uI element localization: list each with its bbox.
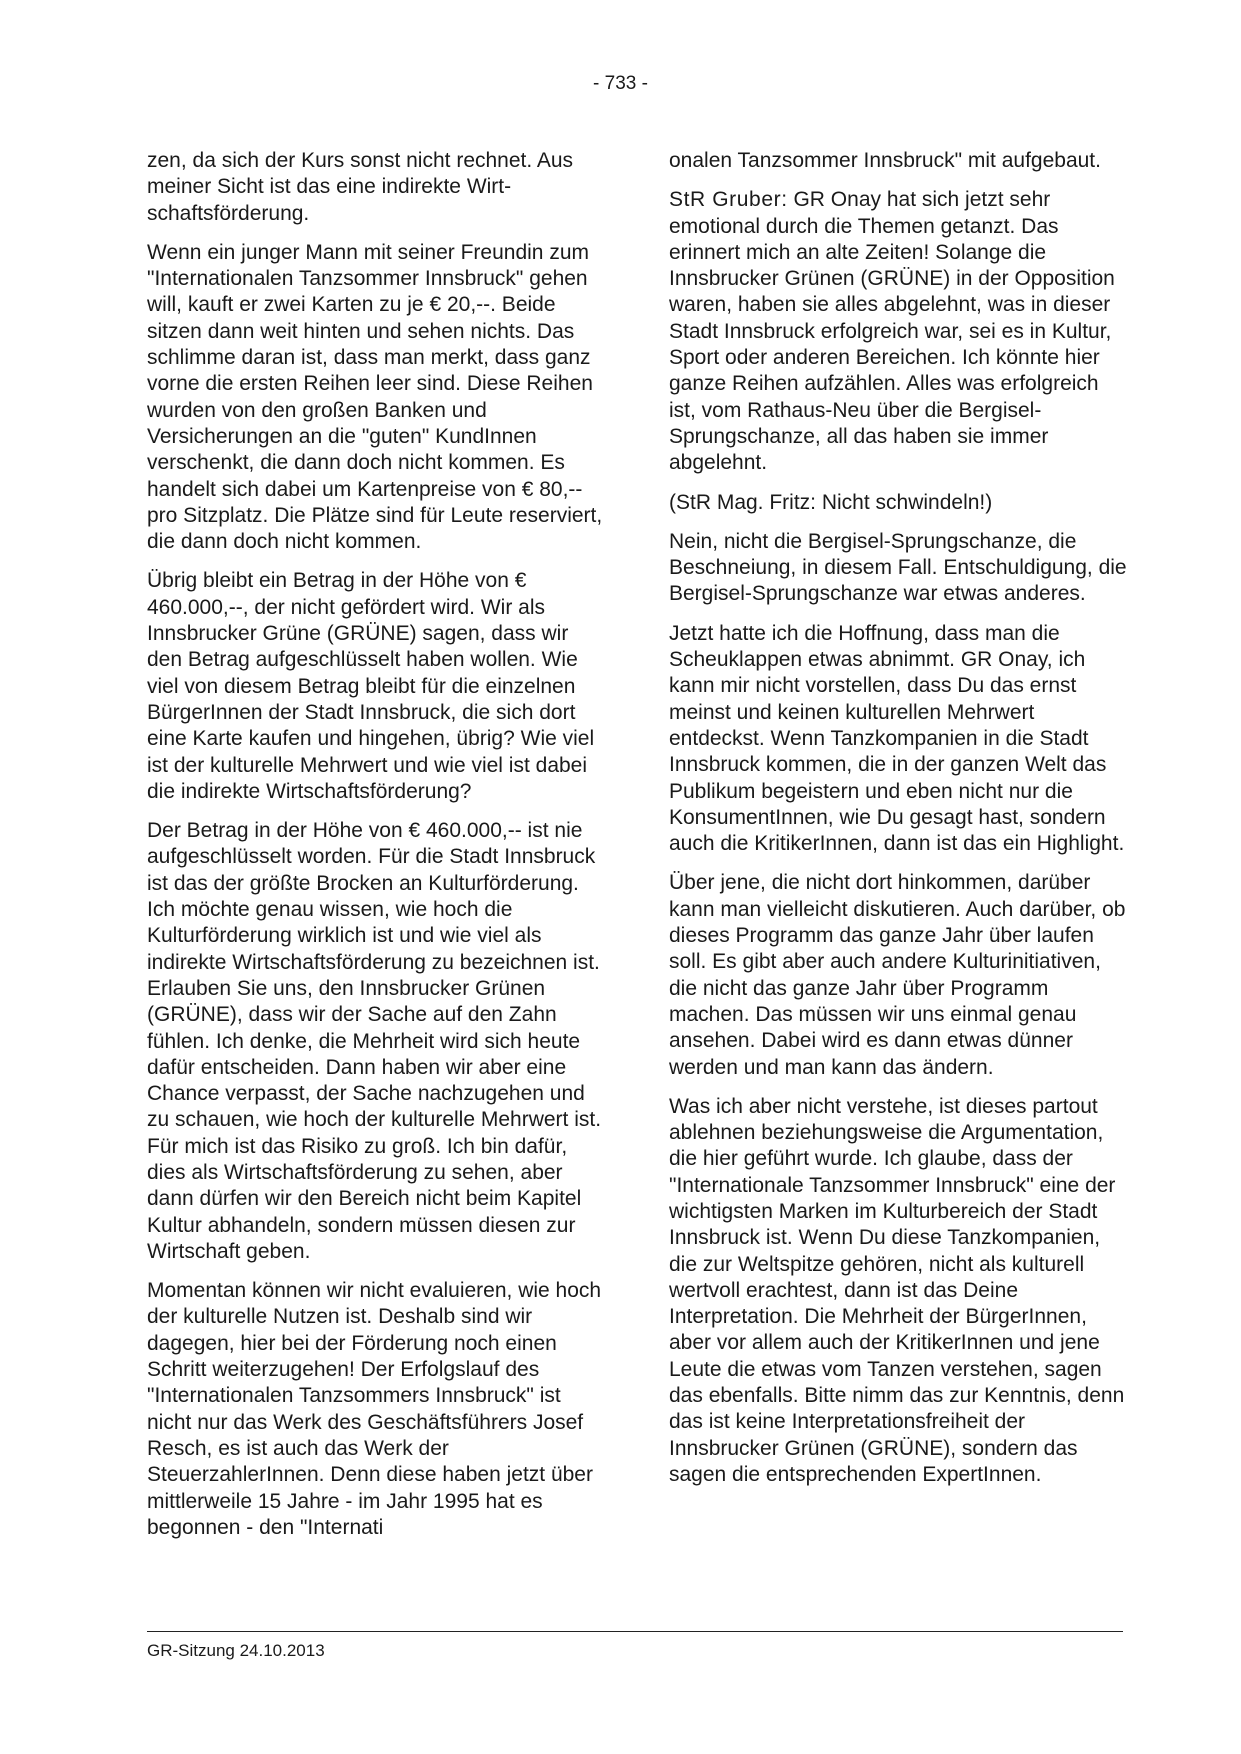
left-paragraph-2: Wenn ein junger Mann mit seiner Freundin zum "Internationalen Tanzsommer Innsbruck" gehen will, kauft er zwei Karten zu je € 20,--. Beide sitzen dann weit hinten und sehen nichts. Das schlimme daran ist, dass man merkt, dass ganz vorne die ersten Reihen leer sind. Diese Reihen wurden von den großen Banken und Versicherungen an die "guten" KundInnen verschenkt, die dann doch nicht kommen. Es handelt sich dabei um Kartenpreise von € 80,-- pro Sitzplatz. Die Plätze sind für Leute reserviert, die dann doch nicht kommen.	[147, 240, 603, 554]
footer-session-label: GR-Sitzung 24.10.2013	[147, 1641, 325, 1660]
right-paragraph-6: Über jene, die nicht dort hinkommen, darüber kann man vielleicht diskutieren. Auch darüber, ob dieses Programm das ganze Jahr über laufen soll. Es gibt aber auch andere Kulturinitiativen, die nicht das ganze Jahr über Programm machen. Das müssen wir uns einmal genau ansehen. Dabei wird es dann etwas dünner werden und man kann das ändern.	[669, 871, 1126, 1079]
right-paragraph-5: Jetzt hatte ich die Hoffnung, dass man die Scheuklappen etwas abnimmt. GR Onay, ich kann mir nicht vorstellen, dass Du das ernst meinst und keinen kulturellen Mehrwert entdeckst. Wenn Tanzkompanien in die Stadt Innsbruck kommen, die in der ganzen Welt das Publikum begeistern und eben nicht nur die KonsumentInnen, wie Du gesagt hast, sondern auch die KritikerInnen, dann ist das ein Highlight.	[669, 621, 1125, 856]
speaker-name: StR Gruber:	[669, 188, 788, 212]
right-paragraph-3: (StR Mag. Fritz: Nicht schwindeln!)	[669, 490, 993, 514]
footer-divider	[147, 1631, 1123, 1632]
right-paragraph-1: onalen Tanzsommer Innsbruck" mit aufgebaut.	[669, 149, 1101, 172]
left-paragraph-4: Der Betrag in der Höhe von € 460.000,-- ist nie aufgeschlüsselt worden. Für die Stadt Innsbruck ist das der größte Brocken an Kulturförderung. Ich möchte genau wissen, wie hoch die Kulturförderung wirklich ist und wie viel als indirekte Wirtschaftsförderung zu bezeichnen ist. Erlauben Sie uns, den Innsbrucker Grünen (GRÜNE), dass wir der Sache auf den Zahn fühlen. Ich denke, die Mehrheit wird sich heute dafür entscheiden. Dann haben wir aber eine Chance verpasst, der Sache nachzugehen und zu schauen, wie hoch der kulturelle Mehrwert ist. Für mich ist das Risiko zu groß. Ich bin dafür, dies als Wirtschaftsförderung zu sehen, aber dann dürfen wir den Bereich nicht beim Kapitel Kultur abhandeln, sondern müssen diesen zur Wirtschaft geben.	[147, 819, 602, 1263]
left-paragraph-3: Übrig bleibt ein Betrag in der Höhe von € 460.000,--, der nicht gefördert wird. Wir als Innsbrucker Grüne (GRÜNE) sagen, dass wir den Betrag aufgeschlüsselt haben wollen. Wie viel von diesem Betrag bleibt für die einzelnen BürgerInnen der Stadt Innsbruck, die sich dort eine Karte kaufen und hingehen, übrig? Wie viel ist der kulturelle Mehrwert und wie viel ist dabei die indirekte Wirtschaftsförderung?	[147, 569, 595, 803]
left-column	[147, 148, 605, 1554]
page-number: - 733 -	[593, 73, 648, 94]
left-paragraph-1: zen, da sich der Kurs sonst nicht rechnet. Aus meiner Sicht ist das eine indirekte Wirtschaftsförderung.	[147, 149, 574, 225]
right-paragraph-4: Nein, nicht die Bergisel-Sprungschanze, die Beschneiung, in diesem Fall. Entschuldigung, die Bergisel-Sprungschanze war etwas anderes.	[669, 529, 1127, 606]
right-paragraph-2	[669, 187, 1131, 476]
speaker-statement: GR Onay hat sich jetzt sehr emotional durch die Themen getanzt. Das erinnert mich an alte Zeiten! Solange die Innsbrucker Grünen (GRÜNE) in der Opposition waren, haben sie alles abgelehnt, was in dieser Stadt Innsbruck erfolgreich war, sei es in Kultur, Sport oder anderen Bereichen. Ich könnte hier ganze Reihen aufzählen. Alles was erfolgreich ist, vom Rathaus-Neu über die Bergisel-Sprungschanze, all das haben sie immer abgelehnt.	[669, 188, 1115, 475]
right-paragraph-7: Was ich aber nicht verstehe, ist dieses partout ablehnen beziehungsweise die Argumentation, die hier geführt wurde. Ich glaube, dass der "Internationale Tanzsommer Innsbruck" eine der wichtigsten Marken im Kulturbereich der Stadt Innsbruck ist. Wenn Du diese Tanzkompanien, die zur Weltspitze gehören, nicht als kulturell wertvoll erachtest, dann ist das Deine Interpretation. Die Mehrheit der BürgerInnen, aber vor allem auch der KritikerInnen und jene Leute die etwas vom Tanzen verstehen, sagen das ebenfalls. Bitte nimm das zur Kenntnis, denn das ist keine Interpretationsfreiheit der Innsbrucker Grünen (GRÜNE), sondern das sagen die entsprechenden ExpertInnen.	[669, 1094, 1125, 1486]
left-paragraph-5: Momentan können wir nicht evaluieren, wie hoch der kulturelle Nutzen ist. Deshalb sind wir dagegen, hier bei der Förderung noch einen Schritt weiterzugehen! Der Erfolgslauf des "Internationalen Tanzsommers Innsbruck" ist nicht nur das Werk des Geschäftsführers Josef Resch, es ist auch das Werk der SteuerzahlerInnen. Denn diese haben jetzt über mittlerweile 15 Jahre - im Jahr 1995 hat es begonnen - den "Internati	[147, 1279, 602, 1539]
right-column	[669, 148, 1131, 1501]
